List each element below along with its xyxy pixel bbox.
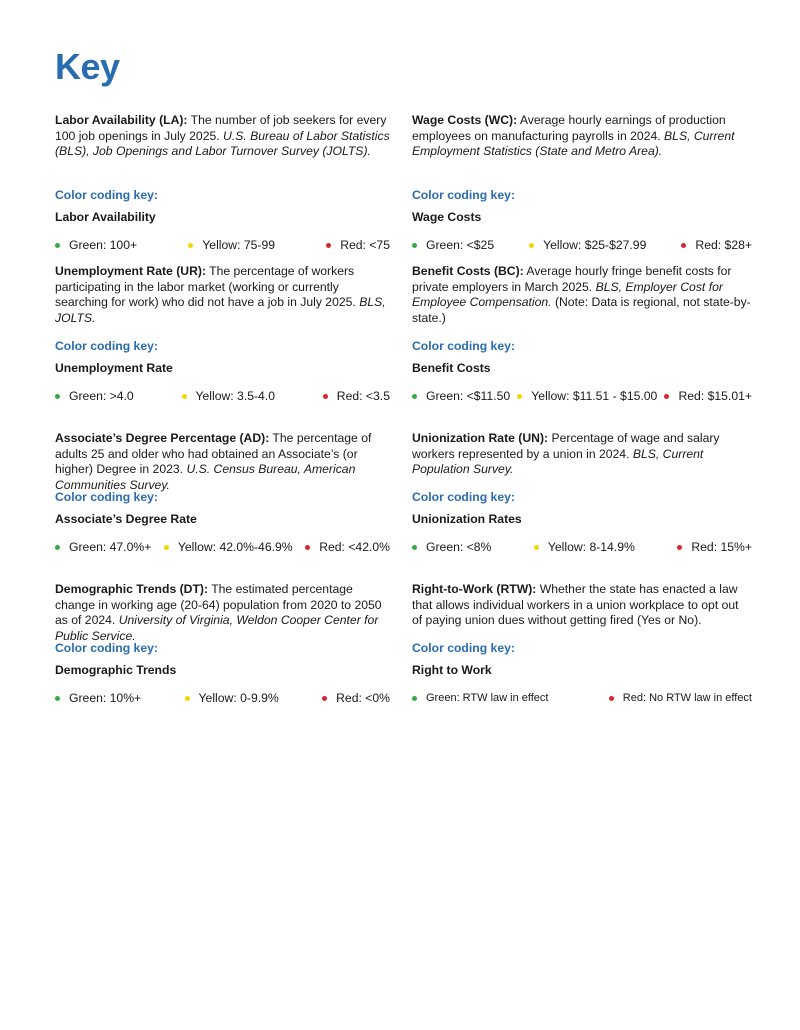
page-title: Key [55, 46, 120, 87]
key-section-benefit-costs [412, 264, 752, 404]
legend [412, 238, 752, 253]
section-text: Percentage of wage and salary workers represented by a union in 2024. [412, 431, 720, 461]
section-text: The percentage of adults 25 and older who had obtained an Associate’s (or higher) Degree in 2023. [55, 431, 372, 476]
legend-yellow [517, 389, 657, 404]
section-text: The estimated percentage change in working age (20-64) population from 2020 to 2050 as of 2024. [55, 582, 382, 627]
legend-red [305, 540, 390, 555]
yellow-dot-icon [164, 545, 169, 550]
section-term: Right-to-Work (RTW): [412, 582, 537, 596]
section-term: Unemployment Rate (UR): [55, 264, 206, 278]
red-dot-icon [609, 696, 614, 701]
legend-red-label: Red: <3.5 [336, 389, 390, 403]
green-dot-icon [412, 696, 417, 701]
legend-yellow [529, 238, 646, 253]
section-text: Average hourly fringe benefit costs for private employers in March 2025. [412, 264, 732, 294]
yellow-dot-icon [185, 696, 190, 701]
red-dot-icon [322, 696, 327, 701]
color-coding-key-label: Color coding key: [412, 490, 515, 504]
key-section-demographic-trends [55, 582, 390, 706]
metric-name: Right to Work [412, 663, 492, 677]
section-term: Demographic Trends (DT): [55, 582, 209, 596]
section-description [412, 431, 752, 477]
legend-yellow [188, 238, 275, 253]
section-text: The percentage of workers participating in the labor market (working or currently searching for work) who did not have a job in July 2025. [55, 264, 360, 309]
yellow-dot-icon [529, 243, 534, 248]
section-description [412, 113, 752, 175]
legend-green-label: Green: <8% [426, 540, 492, 554]
legend-green [412, 540, 491, 555]
legend-green [412, 691, 548, 706]
section-source: BLS, Employer Cost for Employee Compensation. [412, 279, 723, 309]
section-text: Whether the state has enacted a law that allows individual workers in a union workplace to opt out of paying union dues without getting fired (Yes or No). [412, 582, 739, 627]
legend [412, 691, 752, 706]
legend-yellow-label: Yellow: $11.51 - $15.00 [531, 389, 658, 403]
legend [55, 238, 390, 253]
legend-red-label: Red: $15.01+ [678, 389, 752, 403]
green-dot-icon [55, 545, 60, 550]
legend [55, 691, 390, 706]
key-section-associates-degree [55, 431, 390, 555]
section-description [55, 264, 390, 326]
legend [412, 540, 752, 555]
legend-green-label: Green: 47.0%+ [69, 540, 152, 554]
color-coding-key-label: Color coding key: [412, 188, 515, 202]
red-dot-icon [323, 394, 328, 399]
metric-name: Labor Availability [55, 210, 156, 224]
legend-red-label: Red: <42.0% [319, 540, 390, 554]
section-text: The number of job seekers for every 100 job openings in July 2025. [55, 113, 387, 143]
section-description [55, 582, 390, 643]
red-dot-icon [681, 243, 686, 248]
section-description [55, 113, 390, 175]
red-dot-icon [326, 243, 331, 248]
yellow-dot-icon [188, 243, 193, 248]
green-dot-icon [412, 243, 417, 248]
red-dot-icon [677, 545, 682, 550]
green-dot-icon [412, 545, 417, 550]
section-source: U.S. Bureau of Labor Statistics (BLS), Job Openings and Labor Turnover Survey (JOLTS). [55, 128, 390, 158]
legend-yellow-label: Yellow: 8-14.9% [547, 540, 635, 554]
yellow-dot-icon [517, 394, 522, 399]
legend-yellow [185, 691, 279, 706]
metric-name: Demographic Trends [55, 663, 177, 677]
legend-green [412, 389, 510, 404]
section-term: Benefit Costs (BC): [412, 264, 524, 278]
legend [55, 389, 390, 404]
legend-green [55, 238, 137, 253]
legend-yellow [534, 540, 635, 555]
legend [55, 540, 390, 555]
legend-red [326, 238, 390, 253]
green-dot-icon [55, 696, 60, 701]
legend-green-label: Green: <$11.50 [426, 389, 511, 403]
color-coding-key-label: Color coding key: [55, 339, 158, 353]
metric-name: Benefit Costs [412, 361, 491, 375]
section-source: BLS, Current Population Survey. [412, 446, 704, 476]
color-coding-key-label: Color coding key: [55, 490, 158, 504]
key-section-unemployment-rate [55, 264, 390, 404]
red-dot-icon [305, 545, 310, 550]
legend-red [323, 389, 390, 404]
green-dot-icon [55, 394, 60, 399]
legend-green-label: Green: 10%+ [69, 691, 142, 705]
legend-green [55, 389, 134, 404]
legend-red-label: Red: <75 [340, 238, 390, 252]
legend-red [322, 691, 390, 706]
legend-red-label: Red: <0% [336, 691, 390, 705]
legend-green [55, 540, 151, 555]
yellow-dot-icon [534, 545, 539, 550]
key-section-labor-availability [55, 113, 390, 253]
legend-green-label: Green: >4.0 [69, 389, 134, 403]
legend-green [412, 238, 494, 253]
color-coding-key-label: Color coding key: [412, 339, 515, 353]
legend-yellow-label: Yellow: 42.0%-46.9% [177, 540, 293, 554]
key-section-right-to-work [412, 582, 752, 706]
key-section-unionization-rate [412, 431, 752, 555]
section-description [412, 582, 752, 628]
legend-red [664, 389, 752, 404]
green-dot-icon [55, 243, 60, 248]
metric-name: Wage Costs [412, 210, 482, 224]
legend-green-label: Green: 100+ [69, 238, 138, 252]
section-source: BLS, Current Employment Statistics (State and Metro Area). [412, 128, 735, 158]
color-coding-key-label: Color coding key: [412, 641, 515, 655]
section-term: Associate’s Degree Percentage (AD): [55, 431, 270, 445]
section-source: BLS, JOLTS. [55, 295, 386, 325]
section-term: Unionization Rate (UN): [412, 431, 549, 445]
section-text: Average hourly earnings of production employees on manufacturing payrolls in 2024. [412, 113, 726, 143]
red-dot-icon [664, 394, 669, 399]
metric-name: Associate’s Degree Rate [55, 512, 197, 526]
legend-red [609, 691, 752, 706]
legend-yellow-label: Yellow: $25-$27.99 [543, 238, 647, 252]
key-section-wage-costs [412, 113, 752, 253]
legend-green [55, 691, 141, 706]
metric-name: Unionization Rates [412, 512, 522, 526]
legend-yellow [164, 540, 293, 555]
legend-green-label: Green: <$25 [426, 238, 495, 252]
legend-yellow-label: Yellow: 75-99 [202, 238, 276, 252]
section-source: U.S. Census Bureau, American Communities Survey. [55, 462, 356, 492]
legend-yellow-label: Yellow: 0-9.9% [198, 691, 279, 705]
legend-red-label: Red: $28+ [695, 238, 752, 252]
legend-yellow [182, 389, 276, 404]
section-after: (Note: Data is regional, not state-by-state.) [412, 295, 751, 325]
metric-name: Unemployment Rate [55, 361, 173, 375]
legend [412, 389, 752, 404]
section-source: University of Virginia, Weldon Cooper Center for Public Service. [55, 613, 379, 643]
section-description [412, 264, 752, 326]
legend-red-label: Red: 15%+ [691, 540, 752, 554]
section-term: Labor Availability (LA): [55, 113, 188, 127]
section-description [55, 431, 390, 492]
color-coding-key-label: Color coding key: [55, 188, 158, 202]
color-coding-key-label: Color coding key: [55, 641, 158, 655]
legend-red-label: Red: No RTW law in effect [622, 692, 752, 704]
section-term: Wage Costs (WC): [412, 113, 518, 127]
legend-red [681, 238, 752, 253]
yellow-dot-icon [182, 394, 187, 399]
legend-green-label: Green: RTW law in effect [426, 692, 549, 704]
green-dot-icon [412, 394, 417, 399]
legend-red [677, 540, 752, 555]
legend-yellow-label: Yellow: 3.5-4.0 [195, 389, 275, 403]
